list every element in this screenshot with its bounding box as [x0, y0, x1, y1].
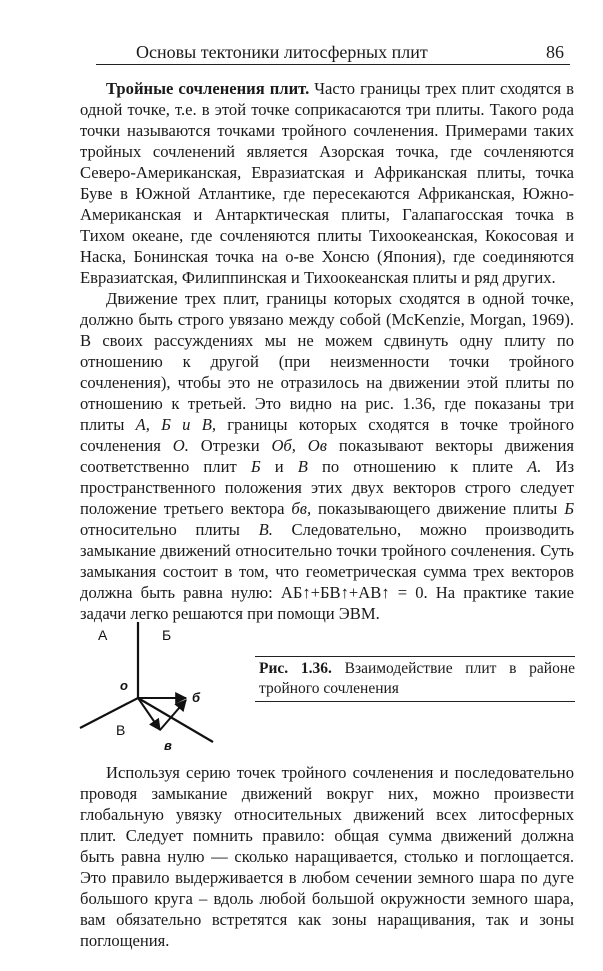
p2-text-2: границы которых сходятся в точке тройного сочленения [80, 415, 574, 455]
p2-text-1: Движение трех плит, границы которых сходятся в одной точке, должно быть строго увязано между собой (McKenzie, Morgan, 1969). В своих рассуждениях мы не можем сдвинуть одну плиту по отношению к другой (при неизменности точки тройного сочленения), чтобы это не отразилось на движении этой плиты по отношению к третьей. Это видно на рис. 1.36, где показаны три плиты [80, 289, 574, 434]
p2-text-5: и [260, 457, 298, 476]
p2-plate-v-2: В. [258, 520, 273, 539]
vector-bv-arrow [160, 700, 186, 730]
label-point-b: б [192, 690, 201, 705]
body-text-top [80, 78, 574, 624]
running-title: Основы тектоники литосферных плит [136, 42, 428, 62]
paragraph-global-closure [80, 762, 574, 951]
section-heading: Тройные сочленения плит. [106, 79, 310, 98]
label-point-o: о [120, 678, 128, 693]
label-plate-v: В [116, 722, 126, 738]
boundary-southwest [80, 698, 138, 728]
p2-plates: А, Б и В, [135, 415, 216, 434]
paragraph-1-text: Часто границы трех плит сходятся в одной точке, т.е. в этой точке соприкасаются три плиты. Такого рода точки называются точками тройного сочленения. Примерами таких тройных сочленений является Азорская точка, где сочленяются Северо-Американская, Евразиатская и Африканская плиты, точка Буве в Южной Атлантике, где пересекаются Африканская, Южно-Американская и Антарктическая плиты, Галапагосская точка в Тихом океане, где сочленяются плиты Тихоокеанская, Кокосовая и Наска, Бонинская точка на о-ве Хонсю (Япония), где соединяются Евразиатская, Филиппинская и Тихоокеанская плиты и ряд других. [80, 79, 574, 287]
p2-text-9: относительно плиты [80, 520, 259, 539]
vector-ov-arrow [138, 698, 160, 730]
page-number: 86 [546, 42, 564, 62]
body-text-bottom [80, 762, 574, 951]
caption-number: Рис. 1.36. [259, 660, 332, 677]
p2-text-7: Из пространственного положения этих двух векторов строго следует положение третьего вектора [80, 457, 575, 518]
p2-text-3: Отрезки [188, 436, 272, 455]
figure-triple-junction-diagram [78, 618, 238, 768]
figure-caption [255, 656, 575, 702]
p2-text-10: Следовательно, можно производить замыкание движений относительно точки тройного сочленения. Суть замыкания состоит в том, что геометрическая сумма трех векторов должна быть равна нулю: АБ↑+БВ↑+АВ↑ = 0. На практике такие задачи легко решаются при помощи ЭВМ. [80, 520, 575, 623]
p2-segments: Об, Ов [271, 436, 327, 455]
p2-plate-a: А. [527, 457, 542, 476]
label-point-v: в [164, 738, 172, 753]
p2-text-6: по отношению к плите [307, 457, 528, 476]
p2-plate-v: В [297, 457, 308, 476]
p2-vector-bv: бв, [291, 499, 312, 518]
label-plate-b: Б [162, 627, 172, 643]
p2-text-8: показывающего движение плиты [311, 499, 565, 518]
p2-plate-b: Б [250, 457, 261, 476]
caption-text: Взаимодействие плит в районе тройного сочленения [259, 660, 575, 697]
p2-plate-b-2: Б [564, 499, 574, 518]
p2-text-4: показывают векторы движения соответственно плит [80, 436, 574, 476]
paragraph-3-text: Используя серию точек тройного сочленения и последовательно проводя замыкание движений вокруг них, можно произвести глобальную увязку относительных движений всех литосферных плит. Следует помнить правило: общая сумма движений должна быть равна нулю — сколько наращивается, столько и поглощается. Это правило выдерживается в любом сечении земного шара по дуге большого круга – вдоль любой большой окружности земного шара, вам обязательно встретятся как зоны наращивания, так и зоны поглощения. [80, 763, 574, 950]
paragraph-triple-junctions [80, 78, 574, 288]
p2-point: О. [172, 436, 189, 455]
paragraph-plate-motion [80, 288, 574, 624]
running-header [96, 40, 570, 65]
boundary-southeast [138, 698, 213, 742]
label-plate-a: А [98, 627, 108, 643]
